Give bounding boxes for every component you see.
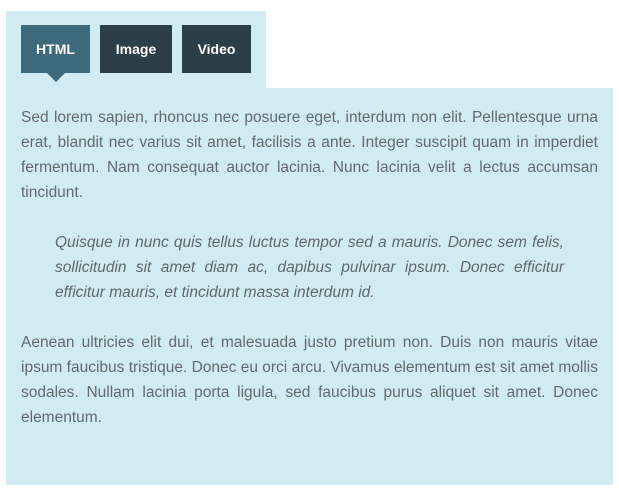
tab-video[interactable]: Video [182, 25, 251, 73]
content-paragraph-1: Sed lorem sapien, rhoncus nec posuere eget, interdum non elit. Pellentesque urna erat, blandit nec varius sit amet, facilisis a ante. Integer suscipit quam in imperdiet fermentum. Nam consequat auctor lacinia. Nunc lacinia velit a lectus accumsan tincidunt. [21, 109, 598, 201]
tab-html[interactable]: HTML [21, 25, 90, 73]
tab-content-panel [6, 88, 613, 485]
tab-image[interactable]: Image [100, 25, 172, 73]
content-blockquote: Quisque in nunc quis tellus luctus tempor sed a mauris. Donec sem felis, sollicitudin sit amet diam ac, dapibus pulvinar ipsum. Donec efficitur efficitur mauris, et tincidunt massa interdum id. [55, 234, 564, 301]
tab-strip [6, 11, 266, 88]
content-paragraph-2: Aenean ultricies elit dui, et malesuada justo pretium non. Duis non mauris vitae ipsum faucibus tristique. Donec eu orci arcu. Vivamus elementum est sit amet mollis sodales. Nullam lacinia porta ligula, sed faucibus purus aliquet sit amet. Donec elementum. [21, 334, 598, 426]
